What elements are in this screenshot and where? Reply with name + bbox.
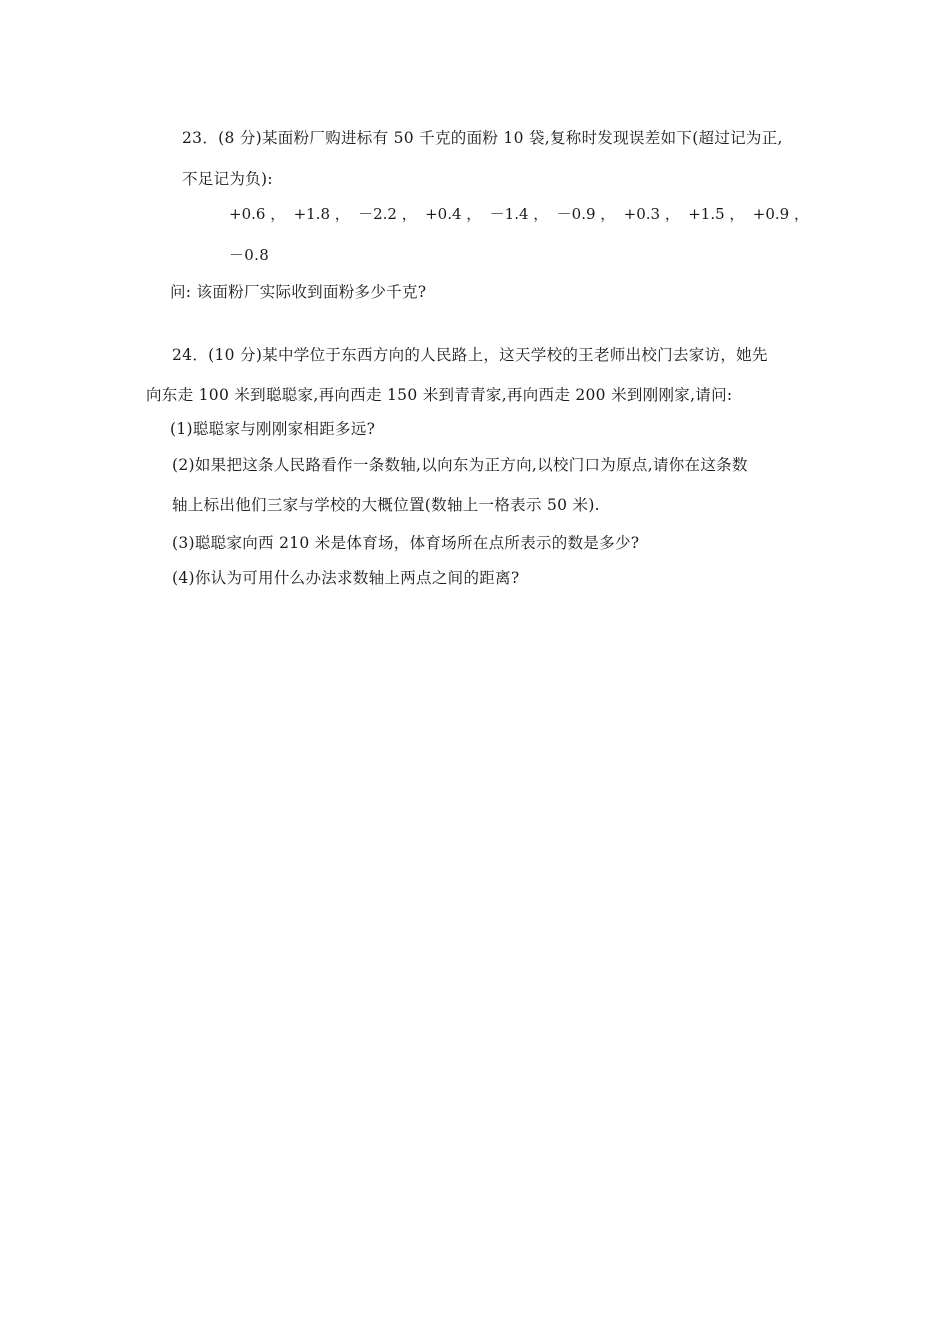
q24-sub2-line2: 轴上标出他们三家与学校的大概位置(数轴上一格表示 50 米). <box>172 496 600 514</box>
q24-line1: 24．(10 分)某中学位于东西方向的人民路上，这天学校的王老师出校门去家访，她先 <box>172 346 768 364</box>
q24-sub2-line1: (2)如果把这条人民路看作一条数轴,以向东为正方向,以校门口为原点,请你在这条数 <box>172 456 748 474</box>
q23-line1: 23．(8 分)某面粉厂购进标有 50 千克的面粉 10 袋,复称时发现误差如下(超过记为正, <box>182 129 783 147</box>
q23-value: －1.4 ， <box>489 205 549 223</box>
q24-line2: 向东走 100 米到聪聪家,再向西走 150 米到青青家,再向西走 200 米到刚刚家,请问: <box>146 386 733 404</box>
q23-line2: 不足记为负): <box>182 170 273 188</box>
q23-value: +1.5 ， <box>688 205 745 223</box>
q23-value: +0.3 ， <box>623 205 680 223</box>
q23-value: －0.9 ， <box>556 205 616 223</box>
q24-sub3: (3)聪聪家向西 210 米是体育场，体育场所在点所表示的数是多少? <box>172 534 640 552</box>
q23-value: +0.6 ， <box>229 205 286 223</box>
q23-question: 问: 该面粉厂实际收到面粉多少千克? <box>170 283 427 301</box>
q23-values-row <box>229 204 809 224</box>
q24-sub1: (1)聪聪家与刚刚家相距多远? <box>170 420 376 438</box>
q23-value: +0.9 ， <box>752 205 809 223</box>
q23-value: +1.8 ， <box>293 205 350 223</box>
q23-value: －2.2 ， <box>358 205 417 223</box>
q23-value: +0.4 ， <box>425 205 482 223</box>
q24-sub4: (4)你认为可用什么办法求数轴上两点之间的距离? <box>172 569 520 587</box>
q23-last-value: －0.8 <box>229 246 270 264</box>
